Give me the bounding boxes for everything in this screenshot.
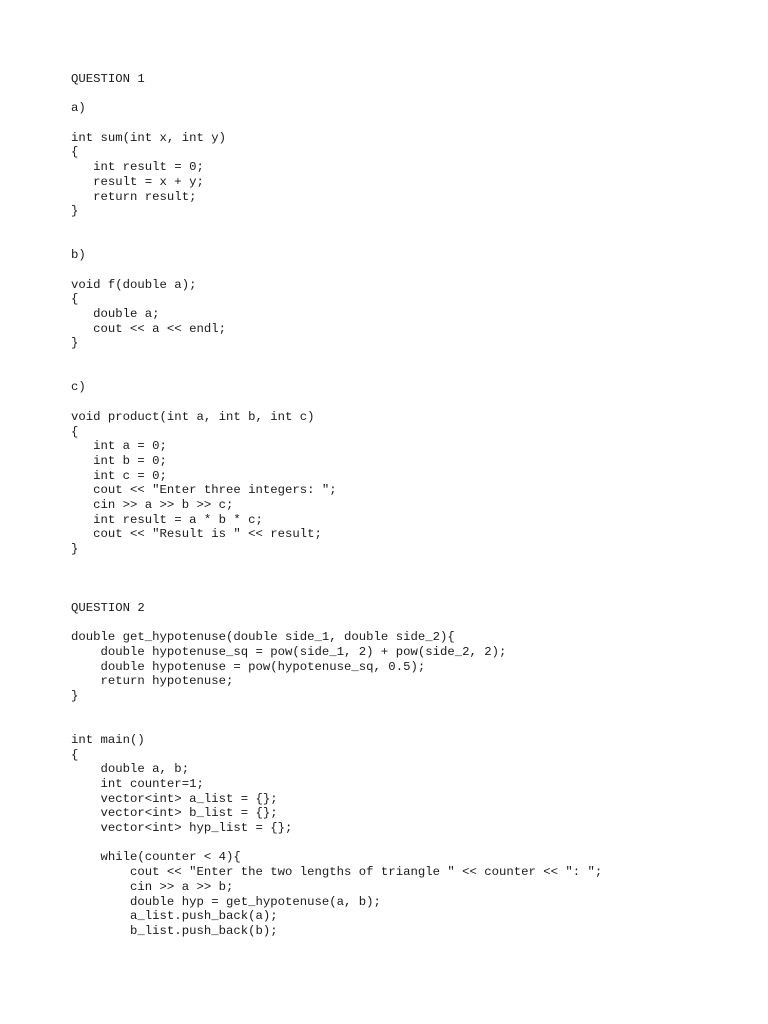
- code-line: [71, 87, 751, 102]
- code-line: int result = a * b * c;: [71, 512, 263, 527]
- code-line: }: [71, 688, 79, 703]
- code-line: [71, 234, 751, 249]
- code-line: {: [71, 424, 79, 439]
- code-line: int c = 0;: [71, 468, 167, 483]
- code-line: [71, 263, 751, 278]
- code-line: cin >> a >> b;: [71, 879, 234, 894]
- code-line: a_list.push_back(a);: [71, 909, 278, 924]
- code-line: {: [71, 292, 79, 307]
- code-line: cin >> a >> b >> c;: [71, 497, 234, 512]
- code-line: [71, 571, 751, 586]
- code-line: return result;: [71, 189, 197, 204]
- code-line: c): [71, 380, 86, 395]
- code-line: void f(double a);: [71, 277, 197, 292]
- code-line: [71, 615, 751, 630]
- code-line: double get_hypotenuse(double side_1, double side_2){: [71, 630, 455, 645]
- code-line: double hyp = get_hypotenuse(a, b);: [71, 894, 381, 909]
- code-line: double a;: [71, 307, 160, 321]
- code-line: while(counter < 4){: [71, 850, 241, 865]
- code-line: return hypotenuse;: [71, 674, 234, 689]
- document-page: [71, 72, 751, 939]
- code-line: cout << a << endl;: [71, 321, 226, 336]
- code-line: double a, b;: [71, 762, 190, 777]
- code-line: [71, 718, 751, 733]
- code-line: b_list.push_back(b);: [71, 923, 278, 938]
- code-line: QUESTION 1: [71, 72, 145, 86]
- code-line: vector<int> b_list = {};: [71, 806, 278, 821]
- code-line: int sum(int x, int y): [71, 130, 226, 145]
- code-line: [71, 351, 751, 366]
- code-line: [71, 366, 751, 381]
- code-line: int result = 0;: [71, 160, 204, 175]
- code-line: }: [71, 336, 79, 351]
- code-line: cout << "Result is " << result;: [71, 527, 322, 542]
- code-line: [71, 836, 751, 851]
- code-line: [71, 395, 751, 410]
- code-line: cout << "Enter three integers: ";: [71, 483, 337, 498]
- code-line: QUESTION 2: [71, 600, 145, 615]
- code-line: [71, 557, 751, 572]
- code-line: a): [71, 101, 86, 116]
- code-line: [71, 586, 751, 601]
- code-line: [71, 219, 751, 234]
- code-line: [71, 116, 751, 131]
- code-line: {: [71, 747, 79, 762]
- code-line: void product(int a, int b, int c): [71, 409, 315, 424]
- code-line: int counter=1;: [71, 777, 204, 791]
- code-line: {: [71, 145, 79, 160]
- code-line: int b = 0;: [71, 453, 167, 468]
- code-line: vector<int> a_list = {};: [71, 791, 278, 806]
- code-line: b): [71, 248, 86, 263]
- code-line: cout << "Enter the two lengths of triangle " << counter << ": ";: [71, 865, 603, 880]
- code-line: vector<int> hyp_list = {};: [71, 821, 293, 836]
- code-line: result = x + y;: [71, 174, 204, 189]
- code-line: double hypotenuse = pow(hypotenuse_sq, 0.5);: [71, 659, 426, 674]
- code-line: }: [71, 204, 79, 219]
- code-line: int a = 0;: [71, 439, 167, 454]
- code-line: [71, 704, 751, 719]
- code-line: }: [71, 542, 79, 556]
- code-line: double hypotenuse_sq = pow(side_1, 2) + pow(side_2, 2);: [71, 644, 507, 659]
- code-line: int main(): [71, 732, 145, 747]
